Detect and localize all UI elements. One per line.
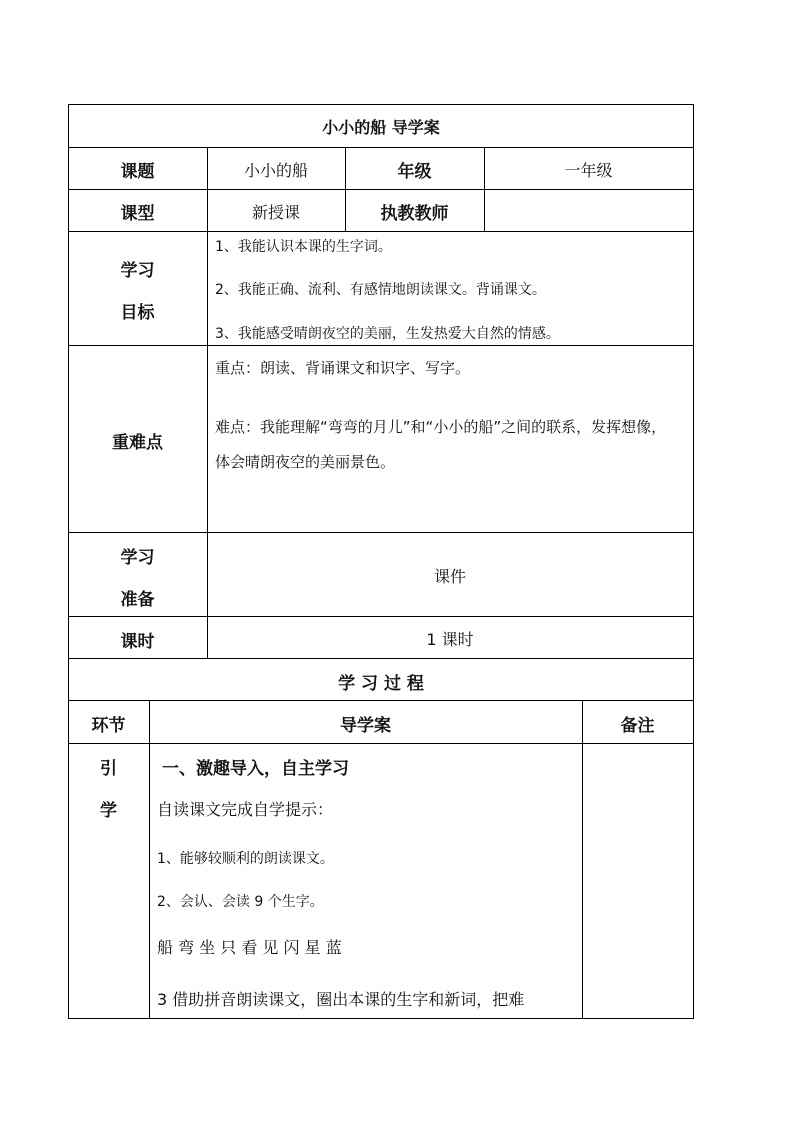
row-divider (68, 231, 694, 232)
preparation-label-line2: 准备 (120, 590, 155, 610)
subject-label: 课题 (120, 162, 155, 182)
row-divider (68, 345, 694, 346)
table-border-top (68, 104, 694, 105)
key-points-label: 重难点 (112, 433, 163, 453)
difficult-point-line1: 难点：我能理解“弯弯的月儿”和“小小的船”之间的联系，发挥想像， (215, 418, 667, 436)
row-divider (68, 743, 694, 744)
type-label: 课型 (120, 204, 155, 224)
row-divider (68, 147, 694, 148)
objectives-label-line1: 学习 (120, 261, 155, 281)
table-border-bottom (68, 1018, 694, 1019)
plan-line: 2、会认、会读 9 个生字。 (157, 894, 324, 910)
stage-label-line1: 引 (100, 759, 117, 779)
period-value: 1 课时 (426, 630, 474, 649)
col-divider (149, 700, 150, 1019)
objective-item: 2、我能正确、流利、有感情地朗读课文。背诵课文。 (215, 282, 546, 298)
plan-line: 自读课文完成自学提示： (157, 800, 334, 819)
row-divider (68, 532, 694, 533)
objective-item: 1、我能认识本课的生字词。 (215, 239, 392, 255)
row-divider (68, 700, 694, 701)
section-title: 一、激趣导入，自主学习 (162, 759, 349, 779)
preparation-label-line1: 学习 (120, 548, 155, 568)
table-border-right (693, 104, 694, 1019)
page-title: 小小的船 导学案 (322, 118, 440, 137)
plan-line: 1、能够较顺利的朗读课文。 (157, 851, 334, 867)
col-divider (582, 700, 583, 1019)
row-divider (68, 616, 694, 617)
difficult-point-line2: 体会晴朗夜空的美丽景色。 (215, 453, 396, 471)
objectives-label-line2: 目标 (120, 303, 155, 323)
type-value: 新授课 (251, 203, 300, 222)
subject-value: 小小的船 (243, 161, 308, 180)
row-divider (68, 658, 694, 659)
col-header-stage: 环节 (91, 716, 126, 736)
grade-label: 年级 (397, 162, 432, 182)
stage-label-line2: 学 (100, 801, 117, 821)
key-point-text: 重点：朗读、背诵课文和识字、写字。 (215, 359, 471, 377)
grade-value: 一年级 (564, 161, 613, 180)
col-header-plan: 导学案 (340, 716, 391, 736)
col-header-notes: 备注 (620, 716, 655, 736)
row-divider (68, 189, 694, 190)
period-label: 课时 (120, 632, 155, 652)
preparation-value: 课件 (433, 567, 466, 586)
plan-line: 3 借助拼音朗读课文，圈出本课的生字和新词，把难 (157, 990, 525, 1009)
plan-line: 船 弯 坐 只 看 见 闪 星 蓝 (157, 938, 342, 957)
teacher-label: 执教教师 (380, 204, 449, 224)
objective-item: 3、我能感受晴朗夜空的美丽，生发热爱大自然的情感。 (215, 326, 560, 342)
process-heading: 学 习 过 程 (338, 674, 424, 694)
